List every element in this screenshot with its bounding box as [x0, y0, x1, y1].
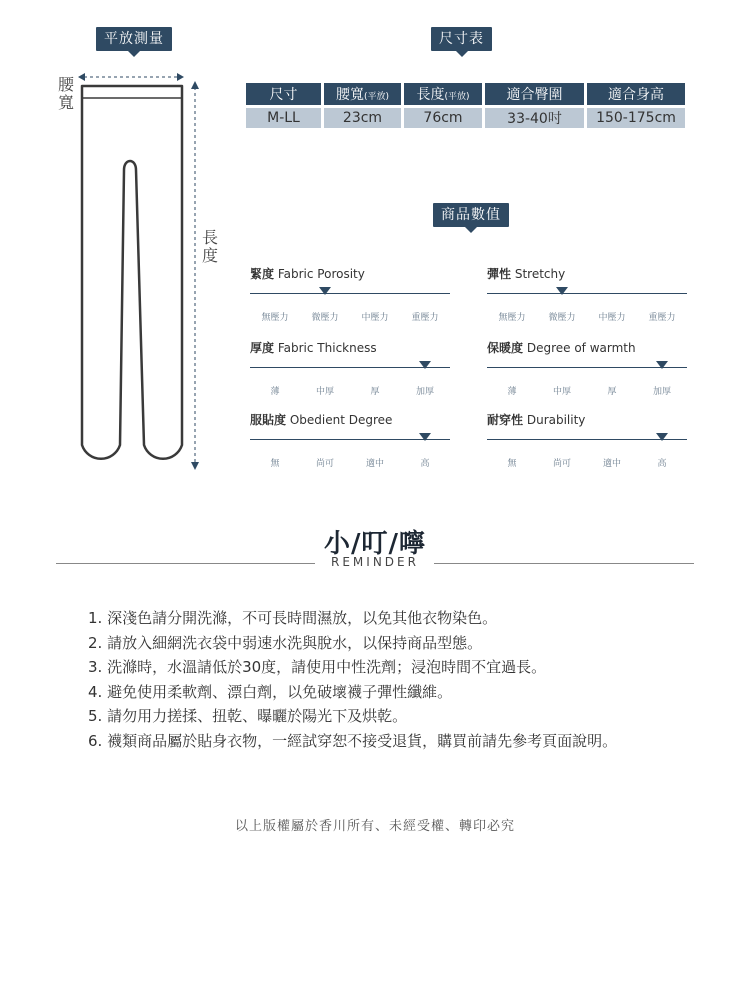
scale-marker-icon [556, 287, 568, 295]
size-header-cell: 適合臀圍 [485, 83, 584, 105]
scale-label: 中壓力 [361, 313, 389, 323]
scale-marker-icon [656, 433, 668, 441]
scale-labels [250, 310, 450, 323]
header-note: (平放) [444, 92, 470, 102]
scale-label: 無壓力 [261, 313, 289, 323]
tights-diagram [74, 62, 214, 482]
scale-labels [487, 456, 687, 469]
metrics-tag: 商品數值 [433, 203, 509, 227]
reminder-list [88, 606, 728, 753]
metric-title: 服貼度 Obedient Degree [250, 413, 393, 427]
metric-scale [250, 288, 450, 308]
reminder-item: 1. 深淺色請分開洗滌，不可長時間濕放，以免其他衣物染色。 [88, 609, 498, 627]
scale-label: 中厚 [315, 387, 334, 397]
reminder-item: 2. 請放入細網洗衣袋中弱速水洗與脫水，以保持商品型態。 [88, 633, 483, 652]
scale-label: 加厚 [652, 387, 671, 397]
scale-label: 薄 [270, 387, 280, 397]
metric-title: 緊度 Fabric Porosity [250, 267, 365, 281]
metric-title: 彈性 Stretchy [487, 267, 566, 281]
length-label-char: 度 [201, 246, 218, 265]
metric-title: 厚度 Fabric Thickness [250, 341, 377, 355]
size-header-cell: 長度(平放) [404, 83, 482, 105]
size-table-row [246, 108, 685, 128]
size-header-cell: 腰寬(平放) [324, 83, 401, 105]
size-table-header [246, 83, 685, 105]
scale-label: 重壓力 [648, 313, 676, 323]
scale-labels [487, 310, 687, 323]
scale-label: 微壓力 [548, 313, 576, 323]
scale-label: 尚可 [315, 459, 334, 469]
metric-scale [250, 362, 450, 382]
length-cell: 76cm [404, 108, 482, 128]
scale-marker-icon [656, 361, 668, 369]
height-cell: 150-175cm [587, 108, 685, 128]
scale-marker-icon [319, 287, 331, 295]
metric-scale [487, 434, 687, 454]
size-header-cell: 適合身高 [587, 83, 685, 105]
scale-label: 加厚 [415, 387, 434, 397]
reminder-item: 5. 請勿用力搓揉、扭乾、曝曬於陽光下及烘乾。 [88, 707, 408, 725]
reminder-title: 小/叮/嚀 [324, 529, 426, 559]
scale-label: 高 [420, 459, 430, 469]
scale-label: 無 [507, 459, 517, 469]
metric-item [487, 340, 687, 397]
scale-label: 微壓力 [311, 313, 339, 323]
scale-line [487, 293, 687, 294]
waist-width-label [57, 76, 75, 112]
flat-measure-tag: 平放測量 [96, 27, 172, 51]
metric-item [487, 266, 687, 323]
scale-line [250, 293, 450, 294]
scale-label: 中厚 [552, 387, 571, 397]
scale-labels [250, 384, 450, 397]
scale-label: 尚可 [552, 459, 571, 469]
waist-cell: 23cm [324, 108, 401, 128]
reminder-item: 6. 襪類商品屬於貼身衣物，一經試穿恕不接受退貨，購買前請先參考頁面說明。 [88, 731, 618, 750]
reminder-item: 4. 避免使用柔軟劑、漂白劑，以免破壞襪子彈性纖維。 [88, 682, 453, 701]
scale-marker-icon [419, 433, 431, 441]
size-chart-tag: 尺寸表 [431, 27, 492, 51]
metric-scale [487, 288, 687, 308]
size-header-cell: 尺寸 [246, 83, 321, 105]
metric-item [250, 412, 450, 469]
length-label-char: 長 [201, 228, 218, 247]
hip-cell: 33-40吋 [485, 108, 584, 128]
waist-width-label-char: 寬 [57, 93, 74, 112]
scale-label: 重壓力 [411, 313, 439, 323]
copyright-notice: 以上版權屬於香川所有、未經受權、轉印必究 [234, 819, 515, 834]
metric-title: 耐穿性 Durability [487, 413, 586, 427]
scale-label: 無 [270, 459, 280, 469]
metric-scale [487, 362, 687, 382]
scale-label: 適中 [602, 459, 621, 469]
header-note: (平放) [363, 92, 390, 102]
metric-item [250, 266, 450, 323]
metric-item [487, 412, 687, 469]
scale-labels [487, 384, 687, 397]
reminder-subtitle: REMINDER [331, 555, 419, 569]
scale-label: 薄 [507, 387, 517, 397]
scale-label: 高 [657, 459, 667, 469]
scale-label: 適中 [365, 459, 384, 469]
metric-item [250, 340, 450, 397]
size-cell: M-LL [246, 108, 321, 128]
waist-width-label-char: 腰 [57, 75, 74, 94]
metric-title: 保暖度 Degree of warmth [487, 341, 636, 355]
scale-labels [250, 456, 450, 469]
scale-label: 無壓力 [498, 313, 526, 323]
metric-scale [250, 434, 450, 454]
scale-marker-icon [419, 361, 431, 369]
scale-label: 中壓力 [598, 313, 626, 323]
scale-label: 厚 [370, 387, 380, 397]
scale-label: 厚 [607, 387, 617, 397]
size-table [243, 80, 688, 131]
reminder-item: 3. 洗滌時，水溫請低於30度，請使用中性洗劑；浸泡時間不宜過長。 [88, 658, 547, 676]
